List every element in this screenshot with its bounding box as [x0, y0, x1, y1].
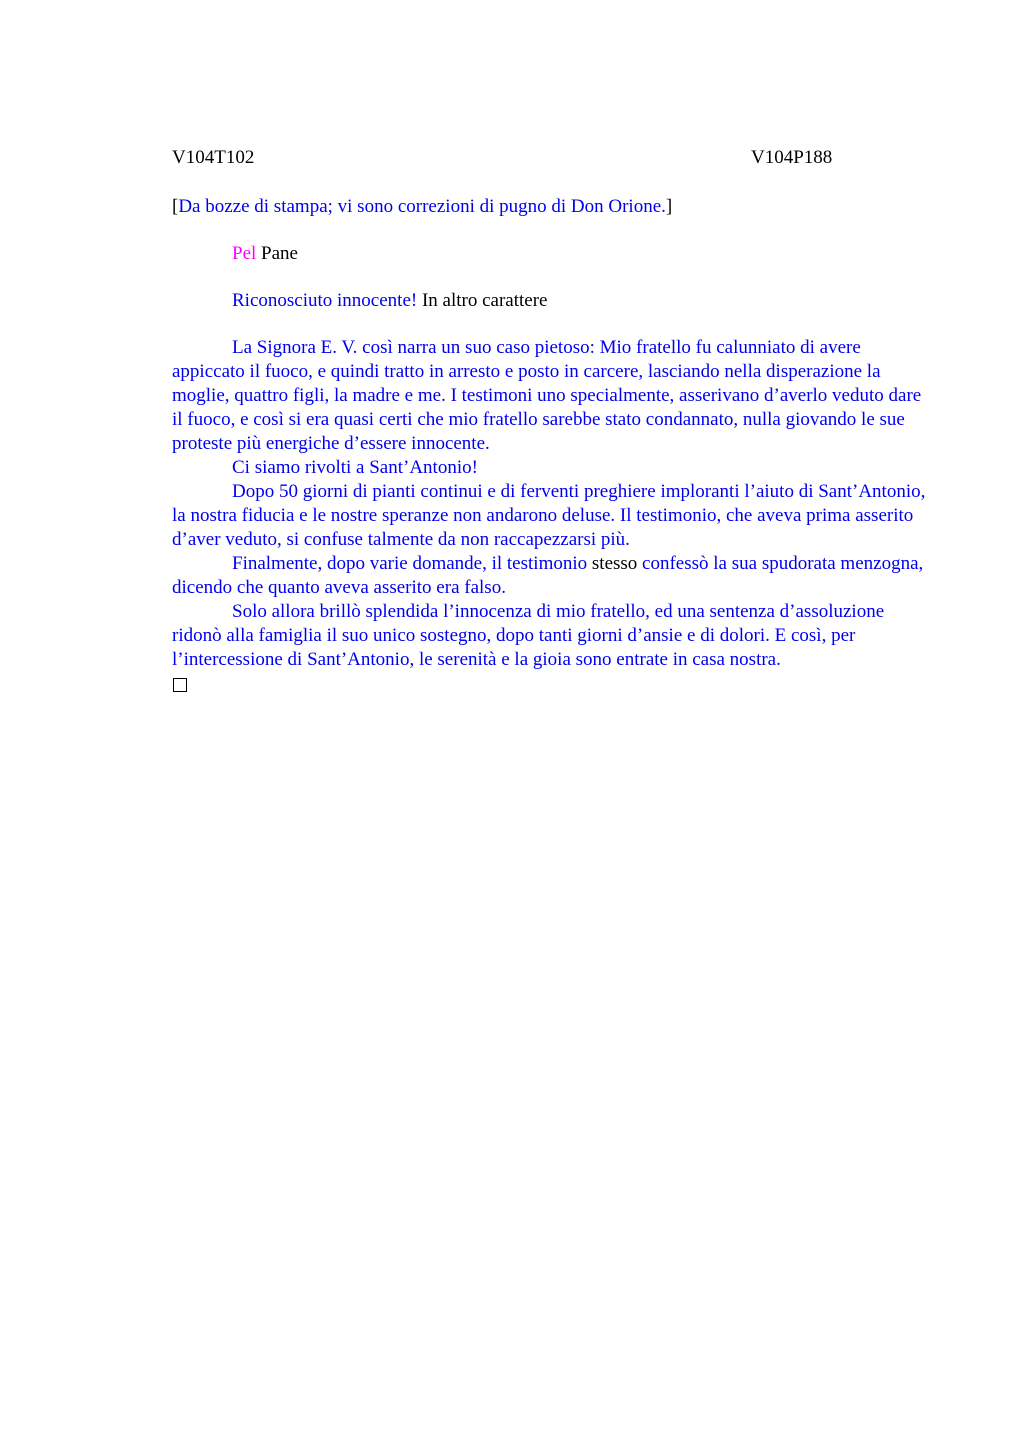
title-line [172, 289, 932, 313]
document-page [172, 146, 932, 692]
paragraph-5: Solo allora brillò splendida l’innocenza di mio fratello, ed una sentenza d’assoluzione ridonò alla famiglia il suo unico sostegno, dopo tanti giorni d’ansie e di dolori. E così, per l’intercessione di Sant’Antonio, le serenità e la gioia sono entrate in casa nostra. [172, 601, 885, 670]
page-header [172, 146, 932, 170]
editorial-note [172, 195, 932, 219]
pel-pane-line [172, 242, 932, 266]
pane-word: Pane [261, 243, 298, 264]
paragraph-2: Ci siamo rivolti a Sant’Antonio! [232, 457, 478, 478]
paragraph-4 [172, 552, 932, 600]
title-annotation: In altro carattere [421, 290, 548, 311]
article-title: Riconosciuto innocente! [232, 290, 418, 311]
paragraph-4-part-c: confessò la sua spudorata menzogna, dicendo che quanto aveva asserito era falso. [172, 553, 924, 598]
article-body [172, 336, 932, 692]
paragraph-3: Dopo 50 giorni di pianti continui e di ferventi preghiere imploranti l’aiuto di Sant’Antonio, la nostra fiducia e le nostre speranze non andarono deluse. Il testimonio, che aveva prima asserito d’aver veduto, si confuse talmente da non raccapezzarsi più. [172, 481, 926, 550]
note-open-bracket: [ [172, 196, 179, 217]
right-code: V104P188 [751, 147, 833, 168]
end-mark-icon [173, 678, 187, 692]
paragraph-4-part-a: Finalmente, dopo varie domande, il testimonio [232, 553, 588, 574]
note-close-bracket: ] [665, 196, 673, 217]
paragraph-4-part-b: stesso [591, 553, 638, 574]
paragraph-1: La Signora E. V. così narra un suo caso pietoso: Mio fratello fu calunniato di avere appiccato il fuoco, e quindi tratto in arresto e posto in carcere, lasciando nella disperazione la moglie, quattro figli, la madre e me. I testimoni uno specialmente, asserivano d’averlo veduto dare il fuoco, e così si era quasi certi che mio fratello sarebbe stato condannato, nulla giovando le sue proteste più energiche d’essere innocente. [172, 337, 922, 454]
note-text: Da bozze di stampa; vi sono correzioni di pugno di Don Orione. [178, 196, 666, 217]
left-code: V104T102 [172, 147, 255, 168]
pel-word: Pel [232, 243, 257, 264]
